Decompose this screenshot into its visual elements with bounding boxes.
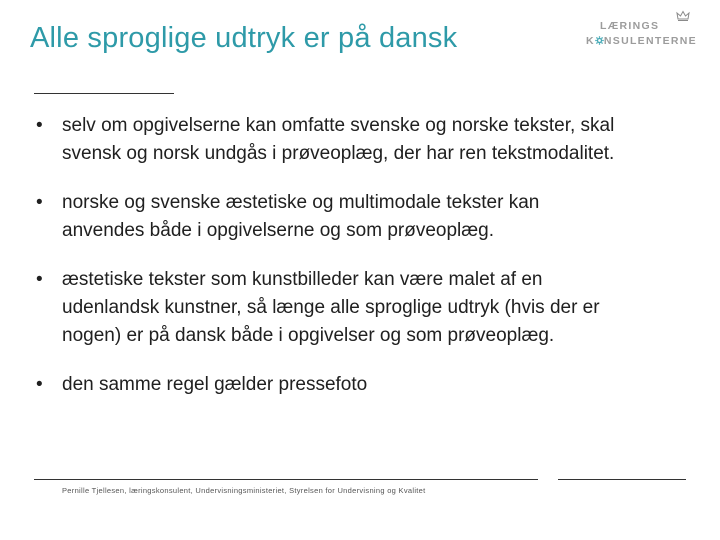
crown-icon: [676, 10, 690, 22]
logo-line-2-prefix: K: [586, 35, 595, 47]
footer-divider-left: [34, 479, 538, 480]
bullet-item: [36, 112, 706, 168]
bullet-line: den samme regel gælder pressefoto: [62, 374, 368, 395]
gear-icon: [595, 36, 604, 45]
bullet-item: [36, 266, 706, 350]
bullet-line: udenlandsk kunstner, så længe alle sproglige udtryk (hvis der er: [62, 297, 600, 318]
logo-line-2-suffix: NSULENTERNE: [603, 35, 697, 47]
bullet-line: nogen) er på dansk både i opgivelser og som prøveoplæg.: [62, 325, 555, 346]
bullet-item: [36, 371, 706, 399]
laeringskonsulenterne-logo: [586, 10, 696, 50]
logo-line-2: [586, 35, 697, 47]
bullet-item: [36, 189, 706, 245]
footer-credit: Pernille Tjellesen, læringskonsulent, Undervisningsministeriet, Styrelsen for Undervisning og Kvalitet: [62, 486, 426, 495]
slide-title: Alle sproglige udtryk er på dansk: [30, 22, 458, 54]
footer-divider-right: [558, 479, 686, 480]
bullet-line: æstetiske tekster som kunstbilleder kan være malet af en: [62, 269, 543, 290]
bullet-dot: •: [36, 115, 43, 136]
bullet-line: svensk og norsk undgås i prøveoplæg, der har ren tekstmodalitet.: [62, 143, 615, 164]
bullet-line: selv om opgivelserne kan omfatte svenske og norske tekster, skal: [62, 115, 615, 136]
bullet-line: norske og svenske æstetiske og multimodale tekster kan: [62, 192, 540, 213]
bullet-dot: •: [36, 192, 43, 213]
bullet-dot: •: [36, 374, 43, 395]
bullet-list: [36, 112, 706, 420]
bullet-dot: •: [36, 269, 43, 290]
title-underline: [34, 93, 174, 94]
bullet-line: anvendes både i opgivelserne og som prøveoplæg.: [62, 220, 494, 241]
logo-line-1: LÆRINGS: [600, 20, 660, 32]
